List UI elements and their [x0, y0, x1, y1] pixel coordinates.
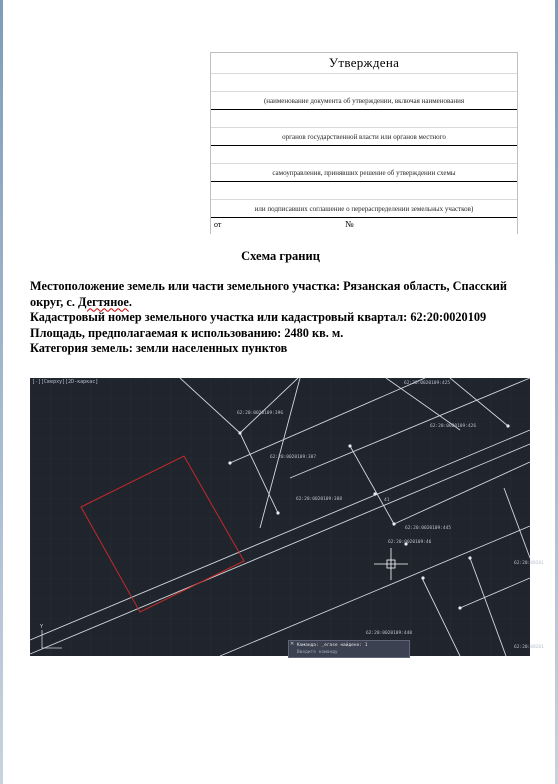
approval-blank-row [211, 74, 517, 92]
parcel-label: 62:20:0020109:388 [296, 497, 343, 502]
approval-title-row [211, 53, 517, 74]
cad-canvas [30, 378, 544, 656]
parcel-label: 62:20:0020109:440 [366, 631, 413, 636]
parcel-label: 41 [384, 498, 390, 503]
approval-caption-1: (наименование документа об утверждении, включая наименования [263, 96, 465, 105]
approval-caption-row [211, 164, 517, 182]
approval-blank-row [211, 110, 517, 128]
cad-grid [30, 378, 530, 656]
approval-caption-row [211, 92, 517, 110]
scheme-heading: Схема границ [241, 249, 320, 263]
parcel-info [30, 279, 530, 357]
command-input[interactable]: Введите команду [297, 650, 338, 655]
spellcheck-word: Дегтяное [78, 294, 129, 309]
parcel-label: 62:20:0020109:426 [430, 424, 477, 429]
approval-title: Утверждена [328, 55, 400, 70]
close-icon[interactable]: ✕ [290, 642, 295, 647]
parcel-label: 62:20:00201 [514, 645, 544, 650]
number-label: № [345, 219, 354, 229]
approval-blank-row [211, 182, 517, 200]
cadastral-text: Кадастровый номер земельного участка или кадастровый квартал: 62:20:0020109 [30, 310, 487, 324]
page-edge-left [0, 0, 3, 784]
area-text: Площадь, предполагаемая к использованию: 2480 кв. м. [30, 325, 344, 340]
location-text: Местоположение земель или части земельного участка: Рязанская область, Спасский округ, с. Дегтяное. [30, 279, 507, 309]
date-label: от [214, 220, 222, 229]
approval-date-row [211, 218, 517, 234]
approval-caption-2: органов государственной власти или органов местного [282, 132, 446, 141]
svg-text:Y: Y [40, 624, 44, 630]
approval-caption-4: или подписавших соглашение о перераспределении земельных участков) [254, 204, 474, 213]
parcel-label: 62:20:0020109:46 [388, 540, 432, 545]
approval-caption-row [211, 128, 517, 146]
approval-table [210, 52, 518, 234]
command-history: Команда: _erase найдено: 1 [297, 643, 368, 648]
parcel-label: 62:20:0020109:425 [404, 381, 451, 386]
view-controls-tab[interactable]: [-][Сверху][2D-каркас] [32, 379, 99, 385]
approval-caption-3: самоуправления, принявших решение об утверждении схемы [272, 168, 456, 177]
command-line-window[interactable] [288, 640, 410, 658]
parcel-label: 62:20:0020109:307 [270, 455, 317, 460]
parcel-label: 62:20:0020109:396 [237, 411, 284, 416]
approval-blank-row [211, 146, 517, 164]
cad-drawing [30, 378, 544, 656]
approval-caption-row [211, 200, 517, 218]
category-text: Категория земель: земли населенных пунктов [30, 341, 288, 355]
parcel-label: 62:20:0020109:445 [405, 526, 452, 531]
parcel-label: 62:20:00201 [514, 561, 544, 566]
